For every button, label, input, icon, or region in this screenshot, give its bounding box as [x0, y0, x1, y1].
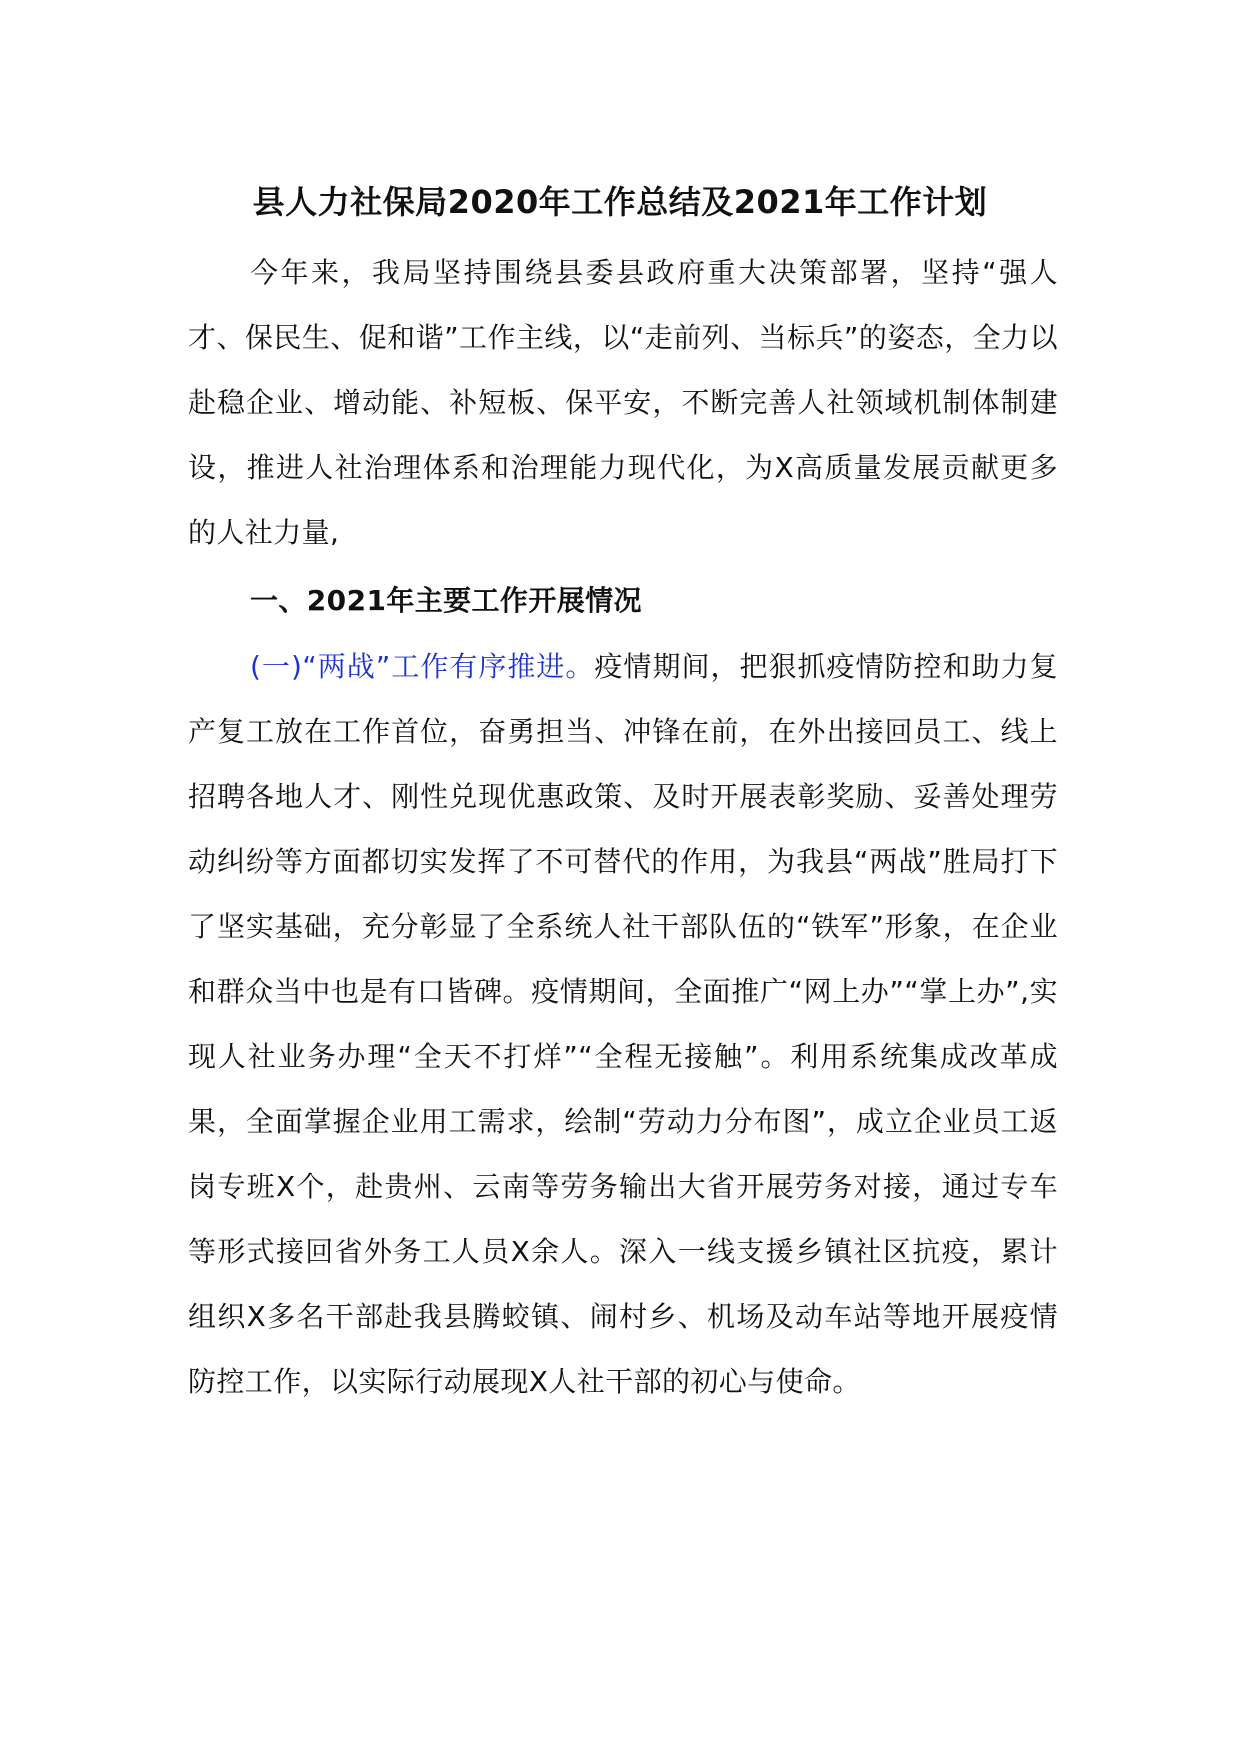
document-title: 县人力社保局2020年工作总结及2021年工作计划: [252, 183, 988, 221]
intro-paragraph: 今年来，我局坚持围绕县委县政府重大决策部署，坚持“强人才、保民生、促和谐”工作主线，以“走前列、当标兵”的姿态，全力以赴稳企业、增动能、补短板、保平安，不断完善人社领域机制体制建设，推进人社治理体系和治理能力现代化，为X高质量发展贡献更多的人社力量,: [188, 256, 1058, 549]
subsection-heading: (一)“两战”工作有序推进。: [250, 650, 595, 683]
subsection-paragraph: [188, 634, 1058, 1414]
subsection-body: 疫情期间，把狠抓疫情防控和助力复产复工放在工作首位，奋勇担当、冲锋在前，在外出接回员工、线上招聘各地人才、刚性兑现优惠政策、及时开展表彰奖励、妥善处理劳动纠纷等方面都切实发挥了不可替代的作用，为我县“两战”胜局打下了坚实基础，充分彰显了全系统人社干部队伍的“铁军”形象，在企业和群众当中也是有口皆碑。疫情期间，全面推广“网上办”“掌上办”,实现人社业务办理“全天不打烊”“全程无接触”。利用系统集成改革成果，全面掌握企业用工需求，绘制“劳动力分布图”，成立企业员工返岗专班X个，赴贵州、云南等劳务输出大省开展劳务对接，通过专车等形式接回省外务工人员X余人。深入一线支援乡镇社区抗疫，累计组织X多名干部赴我县腾蛟镇、闹村乡、机场及动车站等地开展疫情防控工作，以实际行动展现X人社干部的初心与使命。: [188, 650, 1058, 1398]
section-heading: 一、2021年主要工作开展情况: [250, 584, 642, 617]
